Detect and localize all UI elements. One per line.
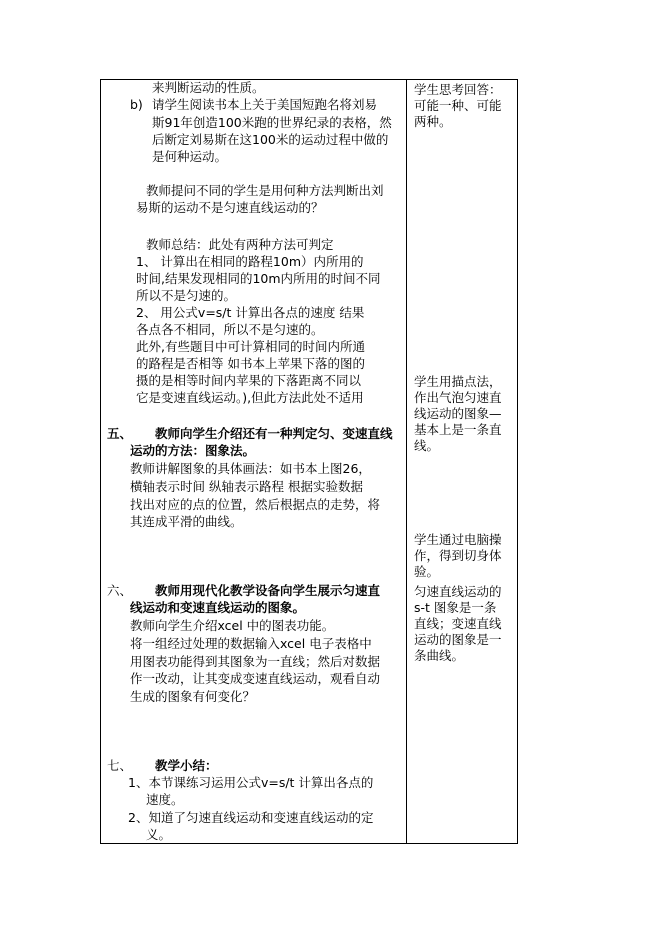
text-line: 横轴表示时间 纵轴表示路程 根据实验数据 [130, 479, 363, 494]
section-title: 教学小结： [155, 758, 218, 773]
text-line: 义。 [146, 827, 172, 842]
text-line: 1、 计算出在相同的路程10m）内所用的 [136, 254, 364, 269]
section-title: 线运动和变速直线运动的图象。 [130, 600, 306, 615]
text-line: 线。 [414, 438, 440, 453]
student-response-2 [414, 374, 516, 454]
text-line: 找出对应的点的位置，然后根据点的走势，将 [130, 497, 381, 512]
text-line: 请学生阅读书本上关于美国短跑名将刘易 [152, 97, 378, 112]
text-line: 2、知道了匀速直线运动和变速直线运动的定 [128, 810, 374, 825]
text-line: 速度。 [146, 792, 184, 807]
section-number: 五、 [107, 426, 133, 441]
text-line: 1、本节课练习运用公式v=s/t 计算出各点的 [128, 775, 374, 790]
text-line: 学生通过电脑操 [414, 532, 502, 547]
text-line: 作一改动，让其变成变速直线运动，观看自动 [130, 671, 381, 686]
student-response-3 [414, 532, 516, 580]
text-line: 易斯的运动不是匀速直线运动的？ [136, 200, 324, 215]
text-line: 教师提问不同的学生是用何种方法判断出刘 [146, 183, 384, 198]
text-line: 教师讲解图象的具体画法：如书本上图26， [130, 461, 371, 476]
text-line: 验。 [414, 564, 440, 579]
text-line: 时间,结果发现相同的10m内所用的时间不同 [136, 271, 381, 286]
text-line: s-t 图象是一条 [414, 600, 497, 615]
text-line: 摄的是相等时间内苹果的下落距离不同以 [136, 373, 362, 388]
text-line: 作出气泡匀速直 [414, 390, 502, 405]
text-line: 学生思考回答： [414, 82, 502, 97]
text-line: 它是变速直线运动。),但此方法此处不适用 [136, 390, 364, 405]
text-line: 生成的图象有何变化？ [130, 689, 256, 704]
text-line: 用图表功能得到其图象为一直线；然后对数据 [130, 654, 381, 669]
text-line: 条曲线。 [414, 648, 465, 663]
text-line: 两种。 [414, 114, 452, 129]
text-line: 的路程是否相等 如书本上苹果下落的图的 [136, 356, 365, 371]
section-title: 教师向学生介绍还有一种判定匀、变速直线 [155, 426, 393, 441]
text-line: 2、 用公式v=s/t 计算出各点的速度 结果 [136, 305, 365, 320]
text-line: 线运动的图象— [414, 406, 502, 421]
section-number: 七、 [107, 758, 133, 773]
item-marker: b) [130, 97, 143, 112]
text-line: 作，得到切身体 [414, 548, 502, 563]
text-line: 学生用描点法， [414, 374, 502, 389]
text-line: 教师向学生介绍xcel 中的图表功能。 [130, 618, 335, 633]
text-line: 直线；变速直线 [414, 616, 502, 631]
section-number: 六、 [107, 583, 133, 598]
student-response-1 [414, 82, 516, 130]
text-line: 将一组经过处理的数据输入xcel 电子表格中 [130, 636, 372, 651]
column-divider [406, 79, 407, 844]
text-line: 此外,有些题目中可计算相同的时间内所通 [136, 339, 365, 354]
text-line: 运动的图象是一 [414, 632, 502, 647]
student-response-4 [414, 584, 516, 664]
text-line: 所以不是匀速的。 [136, 288, 237, 303]
text-line: 斯91年创造100米跑的世界纪录的表格，然 [152, 115, 392, 130]
text-line: 来判断运动的性质。 [152, 80, 265, 95]
text-line: 基本上是一条直 [414, 422, 502, 437]
text-line: 匀速直线运动的 [414, 584, 502, 599]
text-line: 是何种运动。 [152, 149, 228, 164]
text-line: 后断定刘易斯在这100米的运动过程中做的 [152, 132, 389, 147]
text-line: 其连成平滑的曲线。 [130, 514, 243, 529]
section-title: 教师用现代化教学设备向学生展示匀速直 [155, 583, 381, 598]
text-line: 各点各不相同，所以不是匀速的。 [136, 322, 324, 337]
section-title: 运动的方法：图象法。 [130, 443, 256, 458]
text-line: 可能一种、可能 [414, 98, 502, 113]
text-line: 教师总结：此处有两种方法可判定 [146, 237, 334, 252]
